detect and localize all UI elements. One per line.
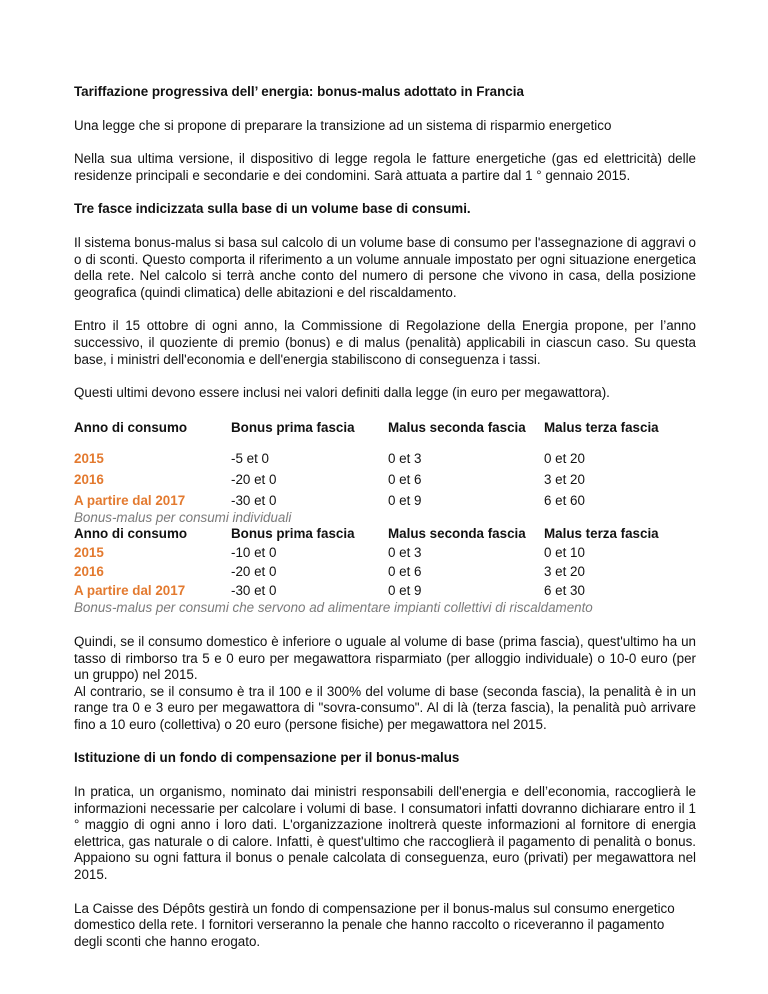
table-row (74, 451, 696, 472)
document-subtitle: Una legge che si propone di preparare la transizione ad un sistema di risparmio energetico (74, 117, 612, 133)
value-cell: 0 et 9 (388, 583, 422, 599)
year-cell: A partire dal 2017 (74, 492, 186, 508)
header-anno: Anno di consumo (74, 419, 188, 435)
value-cell: 0 et 6 (388, 471, 422, 487)
table-row (74, 493, 696, 510)
table-row (74, 472, 696, 493)
paragraph-commissione: Entro il 15 ottobre di ogni anno, la Commissione di Regolazione della Energia propone, per l’anno successivo, il quoziente di premio (bonus) e di malus (penalità) applicabili in ciascun caso. Su questa base, i ministri dell'economia e dell'energia stabiliscono di conseguenza i tassi. (74, 318, 696, 367)
paragraph-quindi: Quindi, se il consumo domestico è inferiore o uguale al volume di base (prima fascia), quest'ultimo ha un tasso di rimborso tra 5 e 0 euro per megawattora risparmiato (per alloggio individuale) o 10-0 euro (per un gruppo) nel 2015. (74, 633, 696, 683)
header-malus-terza: Malus terza fascia (544, 526, 659, 542)
table-collective (74, 526, 696, 617)
year-cell: 2016 (74, 564, 104, 580)
value-cell: 0 et 3 (388, 450, 422, 466)
value-cell: -30 et 0 (231, 492, 277, 508)
year-cell: 2016 (74, 471, 104, 487)
header-malus-seconda: Malus seconda fascia (388, 526, 526, 542)
paragraph-sistema: Il sistema bonus-malus si basa sul calcolo di un volume base di consumo per l'assegnazione di aggravi o o di sconti. Questo comporta il riferimento a un volume annuale impostato per ogni situazione energetica della rete. Nel calcolo si terrà anche conto del numero di persone che vivono in casa, della posizione geografica (quindi climatica) delle abitazioni e del riscaldamento. (74, 234, 696, 300)
header-anno: Anno di consumo (74, 526, 188, 542)
section-heading-fondo: Istituzione di un fondo di compensazione per il bonus-malus (74, 750, 460, 766)
value-cell: 3 et 20 (544, 471, 585, 487)
value-cell: 3 et 20 (544, 564, 585, 580)
value-cell: -30 et 0 (231, 583, 277, 599)
table-row (74, 583, 696, 600)
paragraph-valori: Questi ultimi devono essere inclusi nei valori definiti dalla legge (in euro per megawattora). (74, 385, 610, 401)
value-cell: 6 et 30 (544, 583, 585, 599)
value-cell: 0 et 6 (388, 564, 422, 580)
table-row (74, 564, 696, 583)
value-cell: 0 et 9 (388, 492, 422, 508)
table-caption: Bonus-malus per consumi che servono ad alimentare impianti collettivi di riscaldamento (74, 600, 593, 616)
document-page (74, 84, 696, 950)
document-title: Tariffazione progressiva dell’ energia: bonus-malus adottato in Francia (74, 84, 524, 99)
value-cell: -20 et 0 (231, 471, 277, 487)
year-cell: A partire dal 2017 (74, 583, 186, 599)
paragraph-caisse: La Caisse des Dépôts gestirà un fondo di compensazione per il bonus-malus sul consumo energetico domestico della rete. I fornitori verseranno la penale che hanno raccolto o riceveranno il pagamento degli sconti che hanno erogato. (74, 900, 675, 949)
value-cell: -5 et 0 (231, 450, 269, 466)
table-row (74, 545, 696, 564)
header-malus-terza: Malus terza fascia (544, 419, 659, 435)
year-cell: 2015 (74, 450, 104, 466)
value-cell: -10 et 0 (231, 545, 277, 561)
value-cell: 0 et 3 (388, 545, 422, 561)
value-cell: 6 et 60 (544, 492, 585, 508)
table-caption: Bonus-malus per consumi individuali (74, 509, 292, 525)
value-cell: -20 et 0 (231, 564, 277, 580)
table-header-row (74, 420, 696, 451)
year-cell: 2015 (74, 545, 104, 561)
intro-paragraph: Nella sua ultima versione, il dispositivo di legge regola le fatture energetiche (gas ed elettricità) delle residenze principali e secondarie e dei condomini. Sarà attuata a partire dal 1 ° gennaio 2015. (74, 151, 696, 183)
paragraph-al-contrario: Al contrario, se il consumo è tra il 100 e il 300% del volume di base (seconda fascia), la penalità è in un range tra 0 e 3 euro per megawattora di "sovra-consumo". Al di là (terza fascia), la penalità può arrivare fino a 10 euro (collettiva) o 20 euro (persone fisiche) per megawattora nel 2015. (74, 683, 696, 732)
paragraph-organismo: In pratica, un organismo, nominato dai ministri responsabili dell'energia e dell’economia, raccoglierà le informazioni necessarie per calcolare i volumi di base. I consumatori infatti dovranno dichiarare entro il 1 ° maggio di ogni anno i loro dati. L'organizzazione inoltrerà queste informazioni al fornitore di energia elettrica, gas naturale o di calore. Infatti, è quest'ultimo che raccoglierà il pagamento di penalità o bonus. Appaiono su ogni fattura il bonus o penale calcolata di conseguenza, euro (privati) per megawattora nel 2015. (74, 784, 696, 883)
value-cell: 0 et 20 (544, 450, 585, 466)
value-cell: 0 et 10 (544, 545, 585, 561)
header-bonus-prima: Bonus prima fascia (231, 526, 355, 542)
table-header-row (74, 526, 696, 545)
header-bonus-prima: Bonus prima fascia (231, 419, 355, 435)
section-heading-fasce: Tre fasce indicizzata sulla base di un volume base di consumi. (74, 201, 471, 217)
header-malus-seconda: Malus seconda fascia (388, 419, 526, 435)
table-individual (74, 420, 696, 527)
